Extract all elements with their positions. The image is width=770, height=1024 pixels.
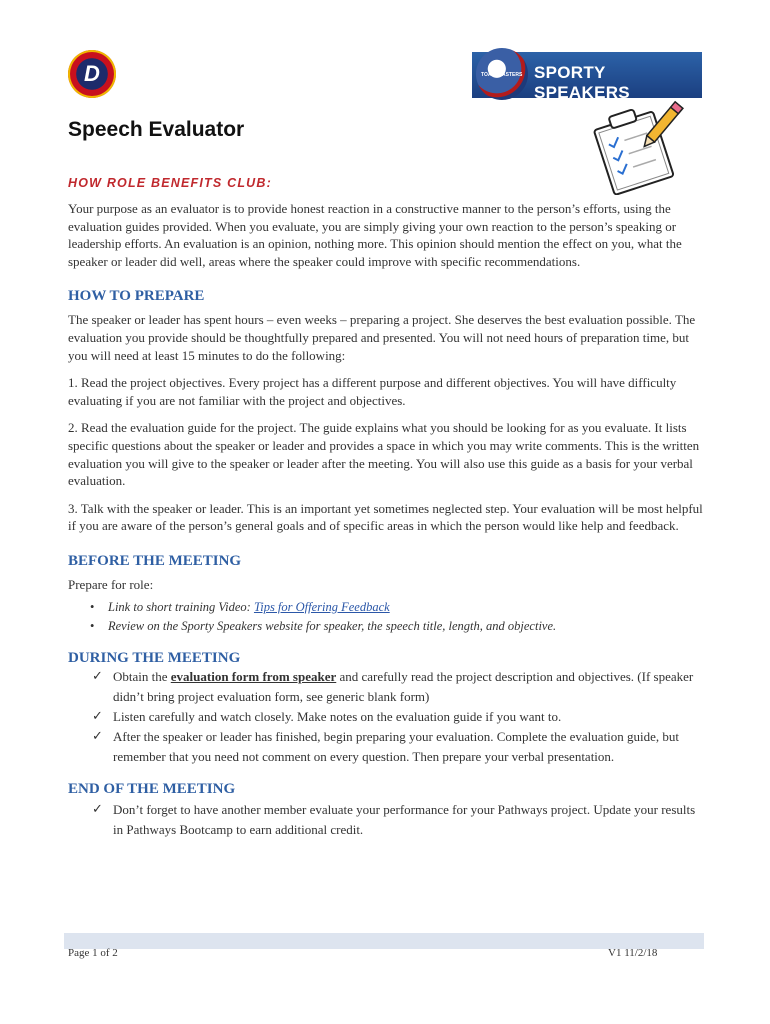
before-item-prefix: Link to short training Video: [108,599,254,614]
section-heading-before: BEFORE THE MEETING [68,552,242,569]
during-item2-text: Listen carefully and watch closely. Make notes on the evaluation guide if you want to. [113,708,562,724]
footer-version: V1 11/2/18 [608,947,658,959]
section-heading-during: DURING THE MEETING [68,649,241,666]
footer-page-number: Page 1 of 2 [68,947,118,959]
prepare-paragraph-step1: 1. Read the project objectives. Every project has a different purpose and different objectives. You will have difficulty evaluating if you are not familiar with the project and objectives. [68,375,677,408]
list-item [92,667,708,707]
list-item [92,727,708,767]
during-item1-rest: and carefully read the project description and objectives. (If speaker didn’t bring project evaluation form, see generic blank form) [113,668,694,704]
checkmark-icon: ✓ [92,668,103,684]
page-title: Speech Evaluator [68,118,245,141]
banner-mini-text: TOASTMASTERS [481,72,523,78]
during-item3-text: After the speaker or leader has finished, begin preparing your evaluation. Complete the evaluation guide, but remember that you need not comment on every question. Then prepare your verbal presentation. [113,728,680,764]
list-item [86,598,708,617]
club-banner-logo [472,52,702,102]
end-item1-text: Don’t forget to have another member evaluate your performance for your Pathways project. Update your results in Pathways Bootcamp to earn additional credit. [113,801,696,837]
list-item [92,800,708,840]
list-item [92,707,708,727]
district-logo [68,50,116,98]
section-heading-end: END OF THE MEETING [68,780,236,797]
banner-club-name: SPORTY SPEAKERS [534,63,630,102]
before-intro: Prepare for role: [68,576,154,592]
checkmark-icon: ✓ [92,801,103,817]
benefits-paragraph: Your purpose as an evaluator is to provide honest reaction in a constructive manner to the person’s efforts, using the evaluation guides provided. When you evaluate, you are simply giving your own reaction to the person’s speaking or leadership efforts. An evaluation is an opinion, nothing more. This opinion should mention the effect on you, what the speaker or leader did well, areas where the speaker could improve with specific recommendations. [68,201,682,269]
section-heading-benefits: HOW ROLE BENEFITS CLUB: [68,176,272,190]
bullet-icon: • [90,599,95,614]
during-list [68,667,708,767]
prepare-paragraph-step2: 2. Read the evaluation guide for the project. The guide explains what you should be looking for as you evaluate. It lists specific questions about the speaker or leader and provides a space in which you may write comments. This is the written evaluation you will give to the speaker or leader after the meeting. You will also use this guide as a basis for your verbal evaluation. [68,420,700,489]
before-item-text: Review on the Sporty Speakers website for speaker, the speech title, length, and objective. [108,618,557,633]
training-video-link[interactable]: Tips for Offering Feedback [253,599,390,614]
bullet-icon: • [90,618,95,633]
list-item [86,617,708,636]
checkmark-icon: ✓ [92,708,103,724]
document-body [68,176,708,840]
end-list [68,800,708,840]
prepare-paragraph-intro: The speaker or leader has spent hours – even weeks – preparing a project. She deserves the best evaluation possible. The evaluation you provide should be thoughtfully prepared and presented. You will not need hours of preparation time, but you will need at least 15 minutes to do the following: [68,312,696,363]
checkmark-icon: ✓ [92,728,103,744]
evaluation-form-link[interactable]: evaluation form from speaker [170,668,337,684]
section-heading-prepare: HOW TO PREPARE [68,288,205,305]
during-item1-text: Obtain the [113,668,171,684]
before-list [68,598,708,636]
prepare-paragraph-step3: 3. Talk with the speaker or leader. This is an important yet sometimes neglected step. Your evaluation will be most helpful if you are aware of the person’s general goals and of specific areas in which the person would like help and feedback. [68,500,703,534]
district-logo-letter: D [84,61,100,86]
